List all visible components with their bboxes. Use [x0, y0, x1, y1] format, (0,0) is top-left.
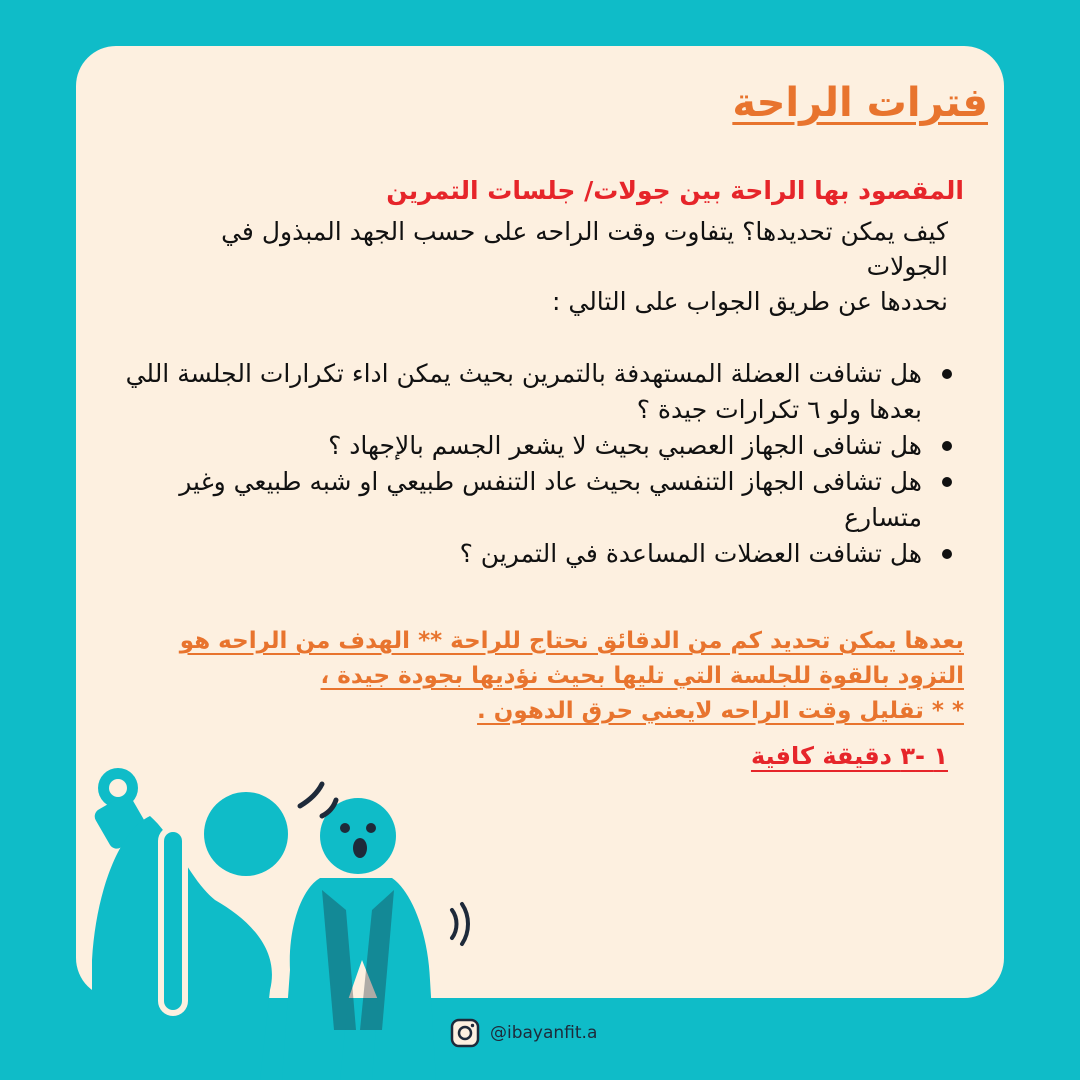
page-title: فترات الراحة [732, 80, 988, 126]
question-list [122, 356, 950, 572]
list-item: هل تشافى الجهاز التنفسي بحيث عاد التنفس طبيعي او شبه طبيعي وغير متسارع [122, 464, 922, 536]
intro-section [134, 214, 974, 319]
footer [450, 1016, 597, 1050]
list-item: هل تشافت العضلة المستهدفة بالتمرين بحيث يمكن اداء تكرارات الجلسة اللي بعدها ولو ٦ تكرارات جيدة ؟ [122, 356, 922, 428]
intro-question: كيف يمكن تحديدها؟ يتفاوت وقت الراحه على حسب الجهد المبذول في الجولات [221, 217, 948, 281]
rest-duration: ١ -٣ دقيقة كافية [750, 742, 948, 770]
list-item: هل تشافت العضلات المساعدة في التمرين ؟ [122, 536, 922, 572]
left-figure-head [204, 792, 288, 876]
intro-answer: نحددها عن طريق الجواب على التالي : [551, 287, 948, 316]
list-item: هل تشافى الجهاز العصبي بحيث لا يشعر الجسم بالإجهاد ؟ [122, 428, 922, 464]
rest-note [114, 624, 964, 729]
right-figure-body [282, 878, 436, 1080]
rest-note-line: بعدها يمكن تحديد كم من الدقائق نحتاج للراحة ** الهدف من الراحه هو التزود بالقوة للجلسة التي تليها بحيث نؤديها بجودة جيدة ، [179, 628, 964, 689]
subtitle: المقصود بها الراحة بين جولات/ جلسات التمرين [386, 176, 964, 205]
instagram-handle[interactable]: @ibayanfit.a [490, 1023, 598, 1043]
instagram-icon[interactable] [450, 1018, 480, 1048]
rest-note-line: * * تقليل وقت الراحه لايعني حرق الدهون . [477, 698, 964, 724]
